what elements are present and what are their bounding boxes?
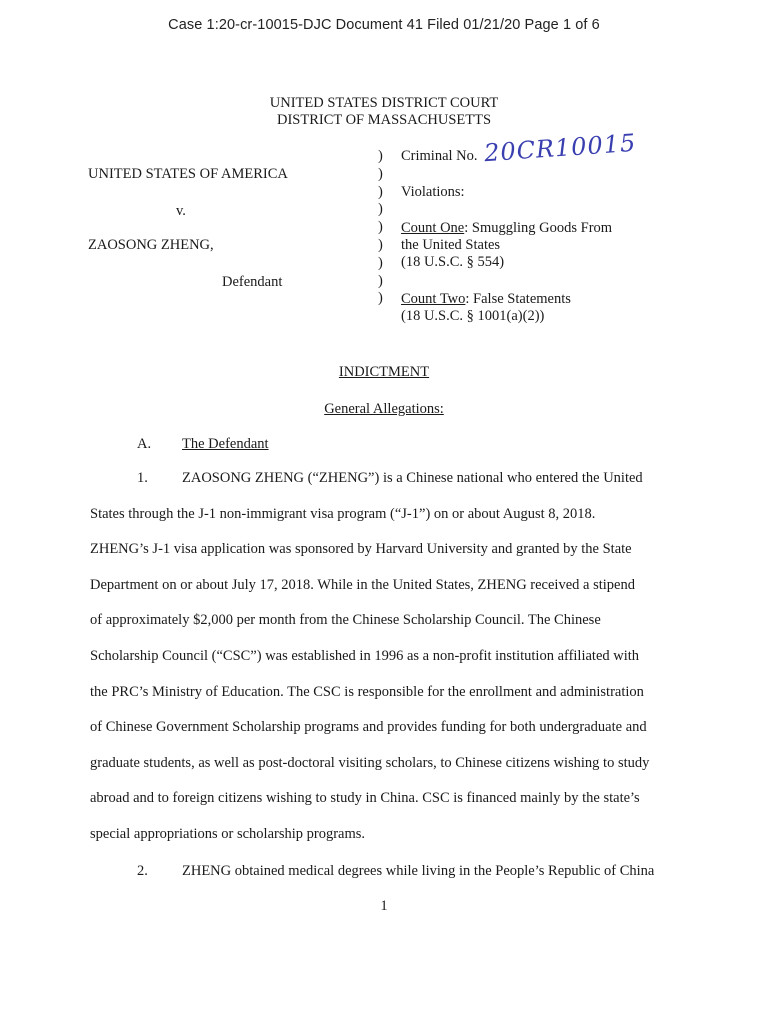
violations-label: Violations: xyxy=(401,184,465,200)
versus-label: v. xyxy=(176,203,186,219)
court-line-1: UNITED STATES DISTRICT COURT xyxy=(269,95,499,111)
handwritten-case-number: 20CR10015 xyxy=(483,128,638,168)
paragraph-line: ZAOSONG ZHENG (“ZHENG”) is a Chinese national who entered the United xyxy=(182,470,643,486)
court-line-2: DISTRICT OF MASSACHUSETTS xyxy=(276,112,492,128)
count-two-text: : False Statements xyxy=(465,291,571,307)
section-a-letter: A. xyxy=(137,436,152,452)
paragraph-line: of approximately $2,000 per month from the Chinese Scholarship Council. The Chinese xyxy=(90,612,601,629)
count-one xyxy=(401,220,612,271)
defendant-label: Defendant xyxy=(222,274,283,290)
paragraph-line: abroad and to foreign citizens wishing to study in China. CSC is financed mainly by the state’s xyxy=(90,790,640,807)
count-two-label: Count Two xyxy=(401,291,466,307)
paragraph-line: ZHENG’s J-1 visa application was sponsored by Harvard University and granted by the State xyxy=(90,541,632,558)
count-two xyxy=(401,291,571,325)
paragraph-2-line: ZHENG obtained medical degrees while living in the People’s Republic of China xyxy=(182,863,655,879)
count-one-label: Count One xyxy=(401,220,465,236)
paragraph-line: the PRC’s Ministry of Education. The CSC is responsible for the enrollment and administration xyxy=(90,683,644,700)
count-one-line-3: (18 U.S.C. § 554) xyxy=(401,254,505,270)
page-number: 1 xyxy=(380,898,388,914)
defendant-name: ZAOSONG ZHENG, xyxy=(88,237,214,253)
paragraph-2-number: 2. xyxy=(137,863,148,879)
case-header-stamp: Case 1:20-cr-10015-DJC Document 41 Filed 01/21/20 Page 1 of 6 xyxy=(168,17,600,33)
paragraph-line: of Chinese Government Scholarship programs and provides funding for both undergraduate and xyxy=(90,719,647,736)
count-two-line-2: (18 U.S.C. § 1001(a)(2)) xyxy=(401,308,545,324)
count-one-text: : Smuggling Goods From xyxy=(464,220,613,236)
paragraph-line: States through the J-1 non-immigrant visa program (“J-1”) on or about August 8, 2018. xyxy=(90,505,596,522)
section-a-title: The Defendant xyxy=(182,436,269,452)
paragraph-1-number: 1. xyxy=(137,470,148,486)
court-name xyxy=(0,95,768,129)
paragraph-line: special appropriations or scholarship programs. xyxy=(90,825,366,842)
paragraph-line: Scholarship Council (“CSC”) was established in 1996 as a non-profit institution affiliated with xyxy=(90,647,640,664)
plaintiff-name: UNITED STATES OF AMERICA xyxy=(88,166,288,182)
indictment-heading: INDICTMENT xyxy=(338,364,430,380)
paragraph-line: Department on or about July 17, 2018. While in the United States, ZHENG received a stipend xyxy=(90,576,635,593)
paragraph-line: graduate students, as well as post-doctoral visiting scholars, to Chinese citizens wishing to study xyxy=(90,754,650,771)
paragraph-1 xyxy=(90,461,680,853)
caption-parentheses: ) ) ) ) ) ) ) ) ) xyxy=(378,148,383,307)
count-one-line-2: the United States xyxy=(401,237,501,253)
general-allegations-heading: General Allegations: xyxy=(324,401,444,417)
criminal-no-label: Criminal No. xyxy=(401,148,478,164)
